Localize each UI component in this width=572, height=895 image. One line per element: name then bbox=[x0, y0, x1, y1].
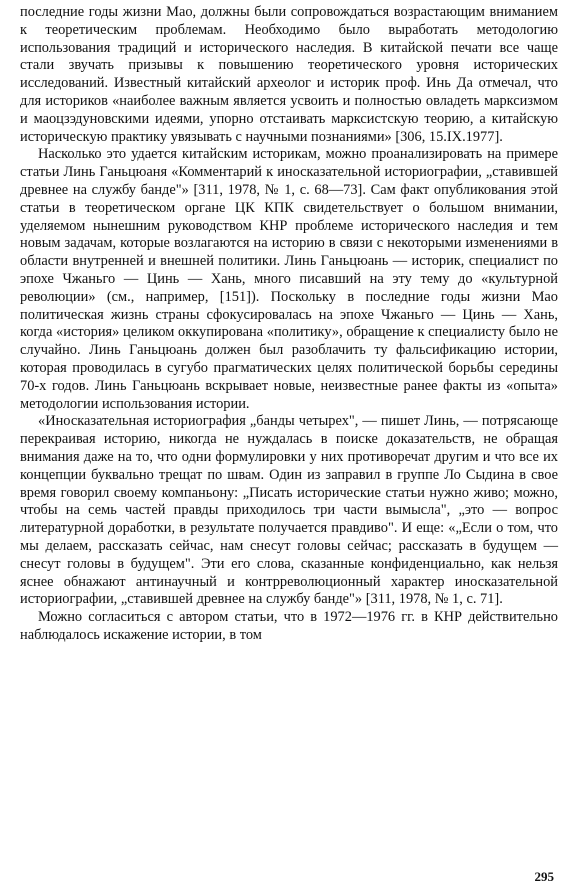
paragraph-1: последние годы жизни Мао, должны были сопровождаться возрастающим вниманием к теоретическим проблемам. Необходимо было выработать методологию использования традиций и исторического наследия. В китайской печати все чаще стали звучать призывы к повышению теоретического уровня исторических исследований. Известный китайский археолог и историк проф. Инь Да отмечал, что для историков «наиболее важным является усвоить и полностью овладеть марксизмом и маоцзэдуновскими идеями, упорно отстаивать марксистскую теорию, а китайскую историческую практику увязывать с научными познаниями» [306, 15.IX.1977]. bbox=[20, 4, 558, 145]
paragraph-3: «Иносказательная историография „банды четырех", — пишет Линь, — потрясающе перекраивая историю, никогда не нуждалась в поиске доказательств, не обращая внимания даже на то, что одни формулировки у них противоречат другим и что все их концепции буквально трещат по швам. Один из заправил в группе Ло Сыдина в свое время говорил своему компаньону: „Писать исторические статьи нужно живо; можно, чтобы на семь частей правды приходилось три части вымысла", „это — вопрос литературной доработки, в результате получается правдиво". И еще: «„Если о том, что мы делаем, рассказать сейчас, нам снесут головы сейчас; рассказать в будущем — снесут головы в будущем". Эти его слова, сказанные конфиденциально, как нельзя яснее обнажают антинаучный и контрреволюционный характер иносказательной историографии, „ставившей древнее на службу банде"» [311, 1978, № 1, с. 71]. bbox=[20, 413, 558, 608]
paragraph-2: Насколько это удается китайским историкам, можно проанализировать на примере статьи Линь Ганьцюаня «Комментарий к иносказательной историографии, „ставившей древнее на службу банде"» [311, 1978, № 1, с. 68—73]. Сам факт опубликования этой статьи в теоретическом органе ЦК КПК свидетельствует о большом внимании, уделяемом нынешним руководством КНР проблеме исторического наследия и тем новым задачам, которые возлагаются на историю в связи с некоторыми изменениями в области внутренней и внешней политики. Линь Ганьцюань — историк, специалист по эпохе Чжаньго — Цинь — Хань, много писавший на эту тему до «культурной революции» (см., например, [151]). Поскольку в последние годы жизни Мао политическая жизнь страны сфокусировалась на эпохе Чжаньго — Цинь — Хань, когда «история» целиком оккупирована «политику», обращение к специалисту было не случайно. Линь Ганьцюань должен был разоблачить ту фальсификацию истории, которая проводилась в сугубо прагматических целях политической борьбы середины 70-х годов. Линь Ганьцюань вскрывает новые, неизвестные ранее факты из «опыта» методологии использования истории. bbox=[20, 146, 558, 412]
text-body bbox=[20, 4, 558, 645]
paragraph-4: Можно согласиться с автором статьи, что в 1972—1976 гг. в КНР действительно наблюдалось искажение истории, в том bbox=[20, 609, 558, 643]
page-number: 295 bbox=[534, 869, 554, 884]
